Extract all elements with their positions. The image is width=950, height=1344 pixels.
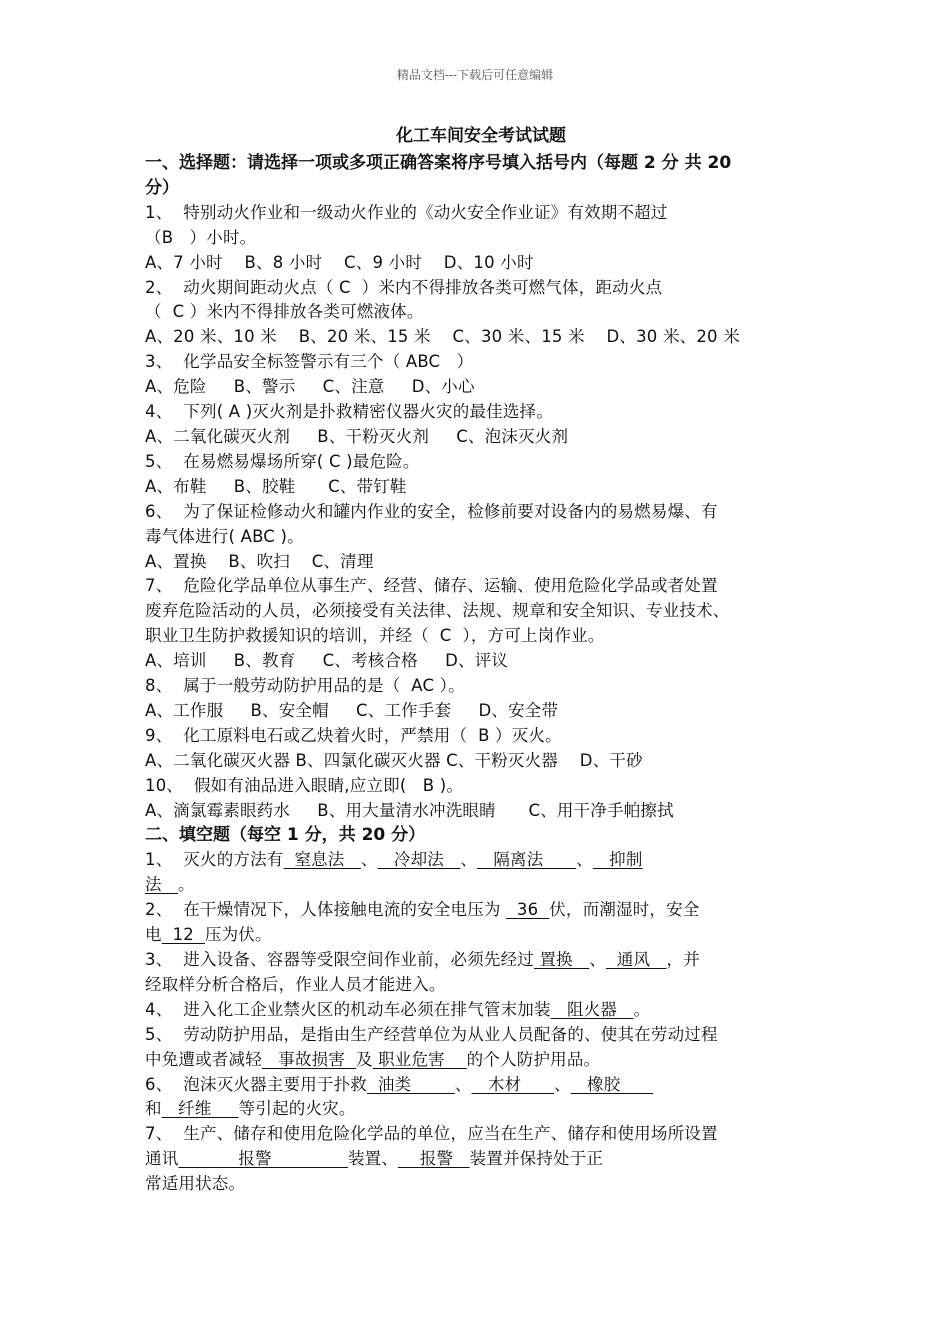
fill-3-text: 3、 进入设备、容器等受限空间作业前，必须先经过	[145, 950, 534, 969]
fill-7-text: 通讯	[145, 1149, 179, 1169]
fill-7-cont	[145, 1147, 817, 1172]
fill-1-end: 。	[178, 875, 195, 895]
exam-content	[145, 124, 817, 1197]
fill-6-blank-2: 木材	[471, 1074, 554, 1094]
fill-4-text: 4、 进入化工企业禁火区的机动车必须在排气管末加装	[145, 999, 551, 1019]
question-4-options: A、二氧化碳灭火剂 B、干粉灭火剂 C、泡沫灭火剂	[145, 426, 569, 446]
question-7-cont-2: 职业卫生防护救援知识的培训，并经（ C ），方可上岗作业。	[145, 626, 605, 646]
fill-1-blank-1: 窒息法	[283, 850, 361, 870]
question-6-options: A、置换 B、吹扫 C、清理	[145, 551, 374, 571]
fill-5-blank-2: 职业危害	[372, 1049, 467, 1069]
section-2-heading: 二、填空题（每空 1 分，共 20 分）	[145, 825, 426, 846]
fill-5-cont	[145, 1048, 817, 1073]
question-6-cont: 毒气体进行( ABC )。	[145, 526, 304, 546]
fill-3-blank-2: 通风	[605, 950, 667, 969]
question-9: 9、 化工原料电石或乙炔着火时，严禁用（ B ）灭火。	[145, 725, 562, 745]
question-2: 2、 动火期间距动火点（ C ）米内不得排放各类可燃气体，距动火点	[145, 277, 663, 297]
fill-1-blank-4: 抑制	[592, 850, 643, 870]
header-watermark: 精品文档---下载后可任意编辑	[396, 68, 554, 82]
separator: 、	[460, 850, 478, 870]
question-4: 4、 下列( A )灭火剂是扑救精密仪器火灾的最佳选择。	[145, 402, 553, 422]
separator: 、	[553, 1074, 571, 1094]
question-1-cont: （B ）小时。	[145, 227, 257, 247]
question-9-options: A、二氧化碳灭火器 B、四氯化碳灭火器 C、干粉灭火器 D、干砂	[145, 750, 643, 770]
fill-5-mid: 及	[355, 1049, 373, 1069]
question-7-options: A、培训 B、教育 C、考核合格 D、评议	[145, 651, 509, 671]
fill-6-end: 等引起的火灾。	[238, 1099, 356, 1119]
fill-2-cont	[145, 923, 817, 948]
fill-2-text: 2、 在干燥情况下，人体接触电流的安全电压为	[145, 900, 507, 920]
fill-6-cont	[145, 1097, 817, 1122]
question-1-options: A、7 小时 B、8 小时 C、9 小时 D、10 小时	[145, 252, 534, 272]
fill-6-blank-1: 油类	[367, 1074, 455, 1094]
question-10-options: A、滴氯霉素眼药水 B、用大量清水冲洗眼睛 C、用干净手帕擦拭	[145, 800, 674, 820]
fill-7-mid: 装置、	[347, 1149, 399, 1169]
page-title: 化工车间安全考试试题	[396, 126, 566, 146]
fill-5: 5、 劳动防护用品，是指由生产经营单位为从业人员配备的、使其在劳动过程	[145, 1024, 718, 1044]
fill-5-blank-1: 事故损害	[261, 1049, 356, 1069]
question-2-options: A、20 米、10 米 B、20 米、15 米 C、30 米、15 米 D、30 米、20 米	[145, 327, 740, 347]
question-5-options: A、布鞋 B、胶鞋 C、带钉鞋	[145, 476, 407, 496]
fill-4-end: 。	[633, 999, 651, 1019]
fill-2-line2-prefix: 电	[145, 925, 162, 945]
fill-1-cont	[145, 873, 817, 898]
fill-2	[145, 898, 817, 923]
fill-2-mid: 伏，而潮湿时，安全	[549, 900, 700, 920]
question-3: 3、 化学品安全标签警示有三个（ ABC ）	[145, 352, 474, 372]
fill-2-blank-1: 36	[506, 900, 550, 920]
question-7-cont: 废弃危险活动的人员，必须接受有关法律、法规、规章和安全知识、专业技术、	[145, 601, 730, 621]
question-5: 5、 在易燃易爆场所穿( C )最危险。	[145, 451, 420, 471]
question-10: 10、 假如有油品进入眼睛,应立即( B )。	[145, 775, 464, 795]
question-8-options: A、工作服 B、安全帽 C、工作手套 D、安全带	[145, 700, 559, 720]
fill-4-blank-1: 阻火器	[550, 999, 634, 1019]
fill-3-cont: 经取样分析合格后，作业人员才能进入。	[145, 974, 446, 994]
question-3-options: A、危险 B、警示 C、注意 D、小心	[145, 377, 475, 397]
fill-6-line2-prefix: 和	[145, 1099, 162, 1119]
fill-7-end: 装置并保持处于正	[469, 1149, 604, 1169]
fill-7-blank-1: 报警	[178, 1149, 348, 1169]
question-2-cont: （ C ）米内不得排放各类可燃液体。	[145, 302, 424, 322]
fill-5-end: 的个人防护用品。	[466, 1049, 601, 1069]
fill-3	[145, 948, 817, 973]
fill-5-text: 中免遭或者减轻	[145, 1049, 262, 1069]
section-1-heading: 一、选择题：请选择一项或多项正确答案将序号填入括号内（每题 2 分 共 20	[145, 153, 732, 173]
fill-7-blank-2: 报警	[398, 1149, 470, 1169]
fill-7: 7、 生产、储存和使用危险化学品的单位，应当在生产、储存和使用场所设置	[145, 1124, 718, 1144]
separator: 、	[360, 850, 378, 870]
fill-1-blank-3: 隔离法	[477, 850, 577, 870]
fill-1-blank-4-cont: 法	[145, 875, 179, 895]
fill-1-blank-2: 冷却法	[377, 850, 461, 870]
separator: 、	[589, 950, 606, 969]
fill-3-end: ，并	[666, 950, 700, 969]
fill-1	[145, 848, 817, 873]
separator: 、	[576, 850, 593, 870]
question-1: 1、 特别动火作业和一级动火作业的《动火安全作业证》有效期不超过	[145, 202, 668, 222]
fill-2-blank-2: 12	[161, 925, 205, 945]
fill-2-end: 压为伏。	[204, 925, 272, 945]
fill-6-blank-3: 橡胶	[570, 1074, 654, 1094]
question-6: 6、 为了保证检修动火和罐内作业的安全，检修前要对设备内的易燃易爆、有	[145, 501, 718, 521]
question-8: 8、 属于一般劳动防护用品的是（ AC ）。	[145, 676, 465, 696]
section-1-heading-cont: 分）	[145, 177, 179, 198]
fill-7-cont-2: 常适用状态。	[145, 1174, 246, 1194]
fill-3-blank-1: 置换	[534, 950, 590, 969]
fill-6-text: 6、 泡沫灭火器主要用于扑救	[145, 1074, 367, 1094]
fill-1-text: 1、 灭火的方法有	[145, 850, 284, 870]
fill-6	[145, 1073, 817, 1098]
fill-6-blank-4: 纤维	[161, 1099, 239, 1119]
question-7: 7、 危险化学品单位从事生产、经营、储存、运输、使用危险化学品或者处置	[145, 576, 718, 596]
fill-4	[145, 998, 817, 1023]
separator: 、	[454, 1074, 472, 1094]
